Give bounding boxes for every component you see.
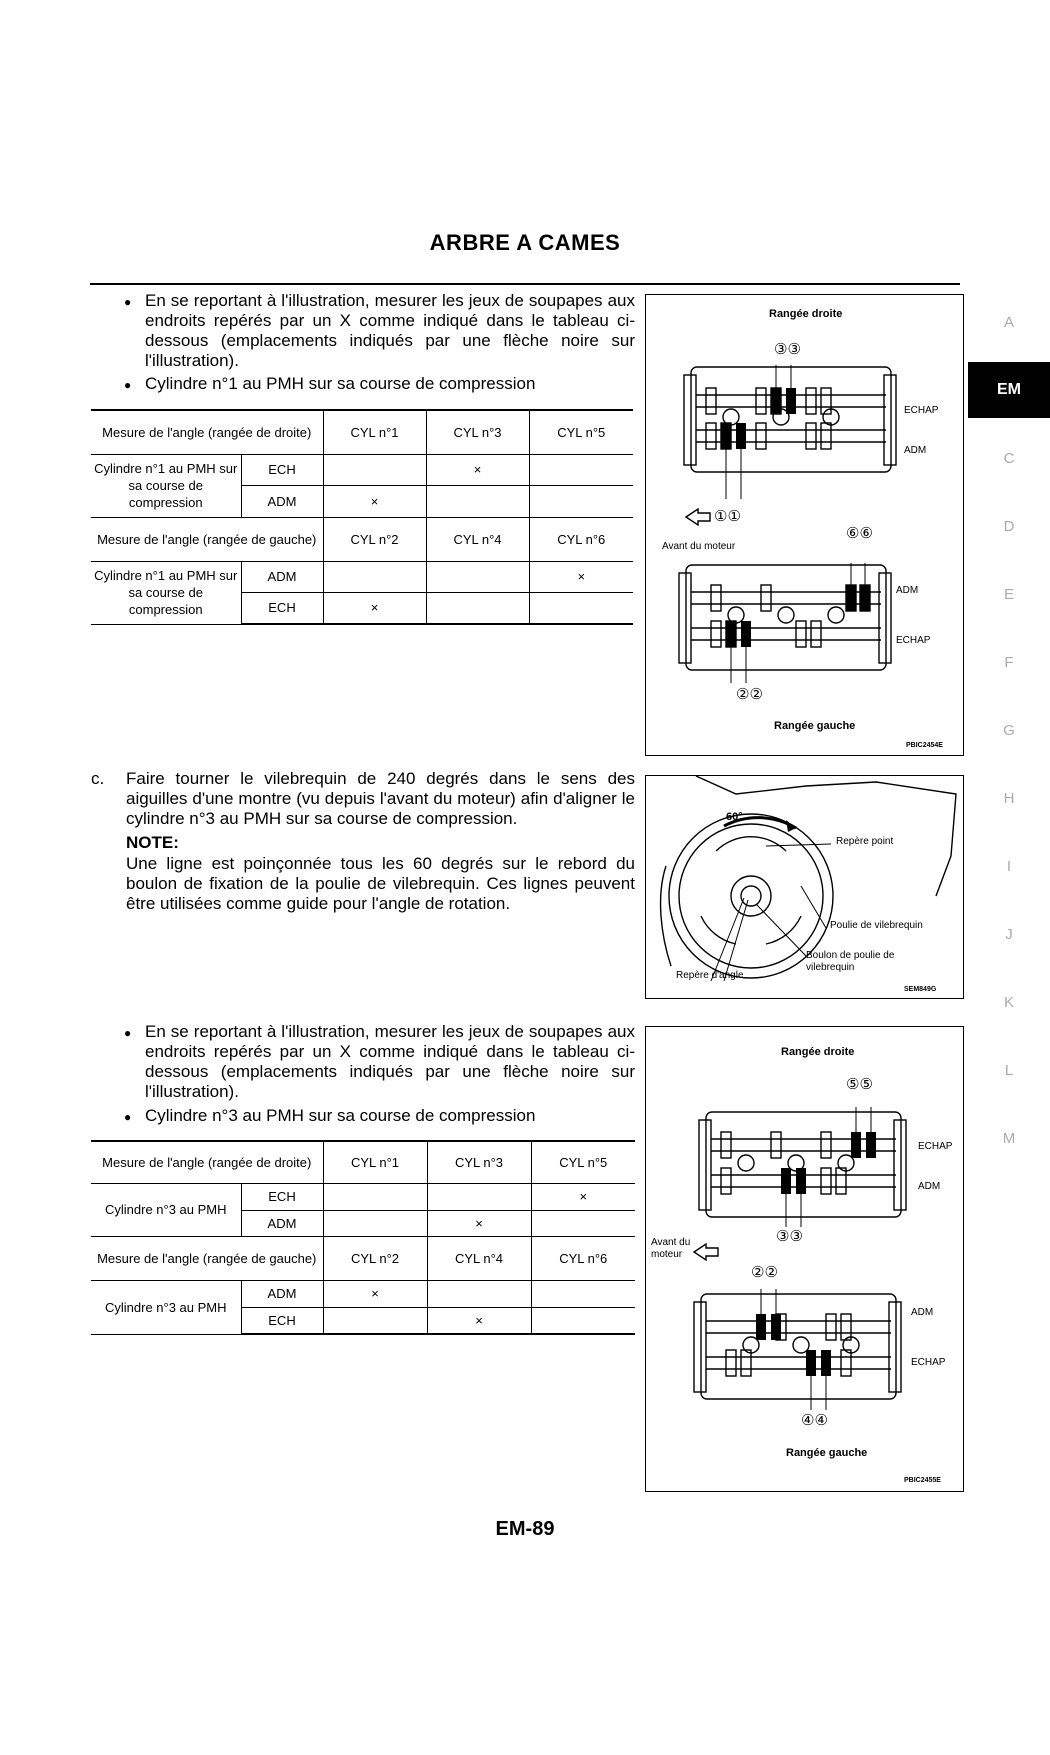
table-cell (323, 1307, 427, 1334)
fig1-marker-1: ①① (714, 508, 741, 525)
table-header: Mesure de l'angle (rangée de droite) (91, 1141, 323, 1183)
table-cell (426, 592, 529, 624)
tab-d[interactable]: D (1003, 518, 1015, 535)
table-col-header: CYL n°2 (323, 517, 426, 561)
table-group-label: Cylindre n°3 au PMH (91, 1280, 241, 1334)
s1-clearance-table (91, 409, 633, 625)
tab-k[interactable]: K (1003, 994, 1014, 1011)
fig1-front-label: Avant du moteur (662, 541, 736, 552)
table-col-header: CYL n°4 (427, 1236, 531, 1280)
table-cell (529, 485, 633, 517)
fig1-marker-2: ②② (736, 686, 763, 703)
angle-label: 60° (726, 811, 743, 823)
table-row-label: ADM (241, 561, 323, 592)
tab-j[interactable]: J (1005, 926, 1013, 943)
pulley-drawing (646, 776, 963, 998)
table-row-label: ECH (241, 592, 323, 624)
s2-note-title: NOTE: (126, 833, 179, 852)
table-cell (323, 561, 426, 592)
tab-e[interactable]: E (1003, 586, 1014, 603)
table-cell (531, 1210, 635, 1236)
table-header: Mesure de l'angle (rangée de gauche) (91, 1236, 323, 1280)
crankshaft-pulley-figure (645, 775, 964, 999)
s3-bullet2-text: Cylindre n°3 au PMH sur sa course de compression (145, 1106, 536, 1125)
point-mark-label: Repère point (836, 836, 894, 847)
fig3-bottom-label: Rangée gauche (786, 1447, 868, 1459)
fig3-echap-label: ECHAP (918, 1141, 953, 1152)
fig3-front-label: Avant du moteur (651, 1237, 691, 1260)
tab-c[interactable]: C (1003, 450, 1015, 467)
fig1-bottom-label: Rangée gauche (774, 720, 856, 732)
table-cell: × (323, 485, 426, 517)
page-title: ARBRE A CAMES (429, 230, 621, 255)
fig3-adm-label-2: ADM (911, 1307, 934, 1318)
bullet-dot: ● (124, 1026, 132, 1040)
fig3-adm-label: ADM (918, 1181, 941, 1192)
table-header: Mesure de l'angle (rangée de droite) (91, 410, 323, 454)
tab-f[interactable]: F (1004, 654, 1014, 671)
fig1-top-label: Rangée droite (769, 308, 843, 320)
s2-note-text: Une ligne est poinçonnée tous les 60 degrés sur le rebord du boulon de fixation de la poulie de vilebrequin. Ces lignes peuvent être utilisées comme guide pour l'angle de rotation. (126, 854, 635, 913)
fig3-echap-label-2: ECHAP (911, 1357, 946, 1368)
pulley-label: Poulie de vilebrequin (830, 920, 923, 931)
header-rule (90, 283, 960, 285)
table-group-label: Cylindre n°3 au PMH (91, 1183, 241, 1236)
cylinder-head-drawing (646, 295, 963, 755)
step-marker: c. (91, 769, 105, 788)
table-cell (426, 485, 529, 517)
fig1-echap-label: ECHAP (904, 405, 939, 416)
tab-i[interactable]: I (1006, 858, 1012, 875)
fig3-marker-5: ⑤⑤ (846, 1076, 873, 1093)
fig3-marker-4: ④④ (801, 1412, 828, 1429)
table-cell (426, 561, 529, 592)
table-cell (427, 1183, 531, 1210)
tab-g[interactable]: G (1003, 722, 1015, 739)
fig3-top-label: Rangée droite (781, 1046, 855, 1058)
camshaft-figure-cyl3 (645, 1026, 964, 1492)
fig1-marker-6: ⑥⑥ (846, 525, 873, 542)
table-cell: × (531, 1183, 635, 1210)
table-cell: × (529, 561, 633, 592)
table-row-label: ADM (241, 1210, 323, 1236)
tab-l[interactable]: L (1004, 1062, 1014, 1079)
table-cell (323, 454, 426, 485)
table-col-header: CYL n°3 (426, 410, 529, 454)
table-cell: × (427, 1307, 531, 1334)
table-col-header: CYL n°6 (531, 1236, 635, 1280)
fig1-adm-label-2: ADM (896, 585, 919, 596)
bolt-label: Boulon de poulie de vilebrequin (806, 950, 895, 973)
tab-em[interactable]: EM (968, 362, 1050, 418)
table-col-header: CYL n°2 (323, 1236, 427, 1280)
table-col-header: CYL n°5 (531, 1141, 635, 1183)
table-col-header: CYL n°5 (529, 410, 633, 454)
table-cell (427, 1280, 531, 1307)
table-cell (529, 454, 633, 485)
table-cell (323, 1183, 427, 1210)
bullet-dot: ● (124, 378, 132, 392)
s3-clearance-table (91, 1140, 635, 1335)
table-header: Mesure de l'angle (rangée de gauche) (91, 517, 323, 561)
table-row-label: ECH (241, 1183, 323, 1210)
table-col-header: CYL n°1 (323, 410, 426, 454)
s1-bullet2-text: Cylindre n°1 au PMH sur sa course de compression (145, 374, 536, 393)
table-col-header: CYL n°3 (427, 1141, 531, 1183)
table-col-header: CYL n°1 (323, 1141, 427, 1183)
s1-bullet1-text: En se reportant à l'illustration, mesurer les jeux de soupapes aux endroits repérés par un X comme indiqué dans le tableau ci-dessous (emplacements indiqués par une flèche noire sur l'illustration). (145, 291, 635, 370)
angle-mark-label: Repère d'angle (676, 970, 744, 981)
s3-bullet1-text: En se reportant à l'illustration, mesurer les jeux de soupapes aux endroits repérés par un X comme indiqué dans le tableau ci-dessous (emplacements indiqués par une flèche noire sur l'illustration). (145, 1022, 635, 1101)
fig3-marker-2: ②② (751, 1264, 778, 1281)
bullet-dot: ● (124, 1110, 132, 1124)
tab-h[interactable]: H (1003, 790, 1015, 807)
table-cell (529, 592, 633, 624)
table-col-header: CYL n°4 (426, 517, 529, 561)
table-cell: × (427, 1210, 531, 1236)
table-group-label: Cylindre n°1 au PMH sur sa course de compression (91, 561, 241, 624)
tab-m[interactable]: M (1002, 1130, 1016, 1147)
table-row-label: ECH (241, 1307, 323, 1334)
table-col-header: CYL n°6 (529, 517, 633, 561)
table-cell: × (323, 592, 426, 624)
fig1-adm-label: ADM (904, 445, 927, 456)
fig1-echap-label-2: ECHAP (896, 635, 931, 646)
table-row-label: ECH (241, 454, 323, 485)
fig2-code: SEM849G (904, 986, 937, 993)
table-cell (323, 1210, 427, 1236)
table-row-label: ADM (241, 1280, 323, 1307)
page-number: EM-89 (495, 1518, 555, 1540)
bullet-dot: ● (124, 295, 132, 309)
fig1-marker-3: ③③ (774, 341, 801, 358)
table-cell (531, 1280, 635, 1307)
fig1-code: PBIC2454E (906, 742, 943, 749)
camshaft-figure-cyl1 (645, 294, 964, 756)
table-cell: × (426, 454, 529, 485)
fig3-code: PBIC2455E (904, 1477, 941, 1484)
table-row-label: ADM (241, 485, 323, 517)
table-cell (531, 1307, 635, 1334)
tab-a[interactable]: A (1003, 314, 1014, 331)
s2-step-text: Faire tourner le vilebrequin de 240 degrés dans le sens des aiguilles d'une montre (vu depuis l'avant du moteur) afin d'aligner le cylindre n°3 au PMH sur sa course de compression. (126, 769, 635, 828)
fig3-marker-3: ③③ (776, 1228, 803, 1245)
table-cell: × (323, 1280, 427, 1307)
table-group-label: Cylindre n°1 au PMH sur sa course de compression (91, 454, 241, 517)
